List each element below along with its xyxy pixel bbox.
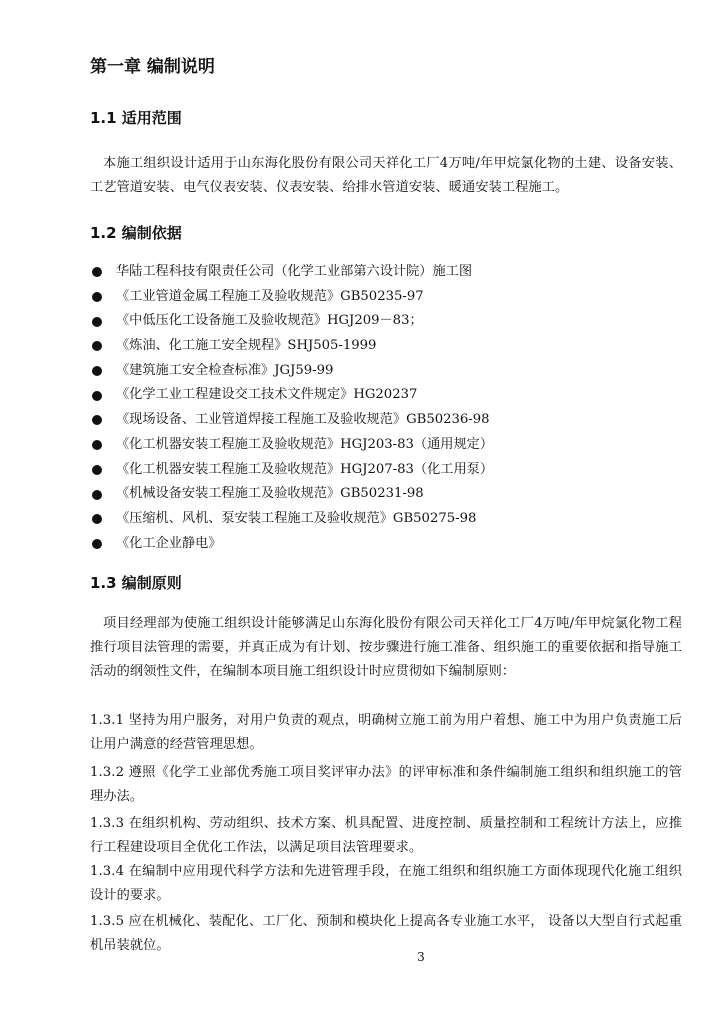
list-item-text: 《化学工业工程建设交工技术文件规定》HG20237 <box>116 387 418 403</box>
list-item-text: 华陆工程科技有限责任公司（化学工业部第六设计院）施工图 <box>116 264 473 279</box>
bullet-icon <box>92 317 102 327</box>
principle-point-2: 1.3.2 遵照《化学工业部优秀施工项目奖评审办法》的评审标准和条件编制施工组织和组织施工的管理办法。 <box>90 765 682 804</box>
chapter-title: 第一章 编制说明 <box>90 57 215 77</box>
scope-paragraph: 本施工组织设计适用于山东海化股份有限公司天祥化工厂4万吨/年甲烷氯化物的土建、设备安装、工艺管道安装、电气仪表安装、仪表安装、给排水管道安装、暖通安装工程施工。 <box>90 156 682 195</box>
bullet-icon <box>92 465 102 475</box>
list-item-text: 《压缩机、风机、泵安装工程施工及验收规范》GB50275-98 <box>116 510 477 526</box>
list-item <box>90 359 493 384</box>
principle-point-3: 1.3.3 在组织机构、劳动组织、技术方案、机具配置、进度控制、质量控制和工程统计方法上，应推行工程建设项目全优化工作法，以满足项目法管理要求。 <box>90 816 682 855</box>
list-item-text: 《化工机器安装工程施工及验收规范》HGJ207-83（化工用泵） <box>116 461 494 477</box>
bullet-icon <box>92 415 102 425</box>
bullet-icon <box>92 539 102 549</box>
bullet-icon <box>92 341 102 351</box>
bullet-icon <box>92 267 102 277</box>
section-heading-principles: 1.3 编制原则 <box>90 574 182 592</box>
list-item <box>90 285 493 310</box>
list-item-text: 《中低压化工设备施工及验收规范》HGJ209－83； <box>116 313 423 329</box>
list-item <box>90 334 493 359</box>
principle-point-4: 1.3.4 在编制中应用现代科学方法和先进管理手段，在施工组织和组织施工方面体现现代化施工组织设计的要求。 <box>90 864 682 903</box>
bullet-icon <box>92 440 102 450</box>
bullet-icon <box>92 366 102 376</box>
bullet-icon <box>92 490 102 500</box>
section-heading-scope: 1.1 适用范围 <box>90 109 182 127</box>
list-item <box>90 507 493 532</box>
bullet-icon <box>92 391 102 401</box>
list-item <box>90 309 493 334</box>
list-item <box>90 482 493 507</box>
list-item <box>90 408 493 433</box>
list-item-text: 《工业管道金属工程施工及验收规范》GB50235-97 <box>116 288 424 304</box>
principle-point-1: 1.3.1 坚持为用户服务，对用户负责的观点，明确树立施工前为用户着想、施工中为用户负责施工后让用户满意的经营管理思想。 <box>90 713 682 752</box>
list-item-text: 《建筑施工安全检查标准》JGJ59-99 <box>116 362 334 378</box>
list-item-text: 《机械设备安装工程施工及验收规范》GB50231-98 <box>116 486 424 502</box>
bullet-icon <box>92 292 102 302</box>
basis-list <box>90 260 493 556</box>
list-item-text: 《炼油、化工施工安全规程》SHJ505-1999 <box>116 338 377 354</box>
list-item-text: 《现场设备、工业管道焊接工程施工及验收规范》GB50236-98 <box>116 412 490 428</box>
list-item-text: 《化工企业静电》 <box>116 535 222 551</box>
section-heading-basis: 1.2 编制依据 <box>90 224 182 242</box>
list-item <box>90 532 493 557</box>
bullet-icon <box>92 514 102 524</box>
principles-intro: 项目经理部为使施工组织设计能够满足山东海化股份有限公司天祥化工厂4万吨/年甲烷氯化物工程推行项目法管理的需要，并真正成为有计划、按步骤进行施工准备、组织施工的重要依据和指导施工活动的纲领性文件，在编制本项目施工组织设计时应贯彻如下编制原则： <box>90 616 682 679</box>
list-item <box>90 383 493 408</box>
principle-point-5: 1.3.5 应在机械化、装配化、工厂化、预制和模块化上提高各专业施工水平， 设备以大型自行式起重机吊装就位。 <box>90 914 682 953</box>
page-number: 3 <box>417 950 425 964</box>
list-item <box>90 458 493 483</box>
list-item-text: 《化工机器安装工程施工及验收规范》HGJ203-83（通用规定） <box>116 436 494 452</box>
list-item <box>90 260 493 285</box>
list-item <box>90 433 493 458</box>
